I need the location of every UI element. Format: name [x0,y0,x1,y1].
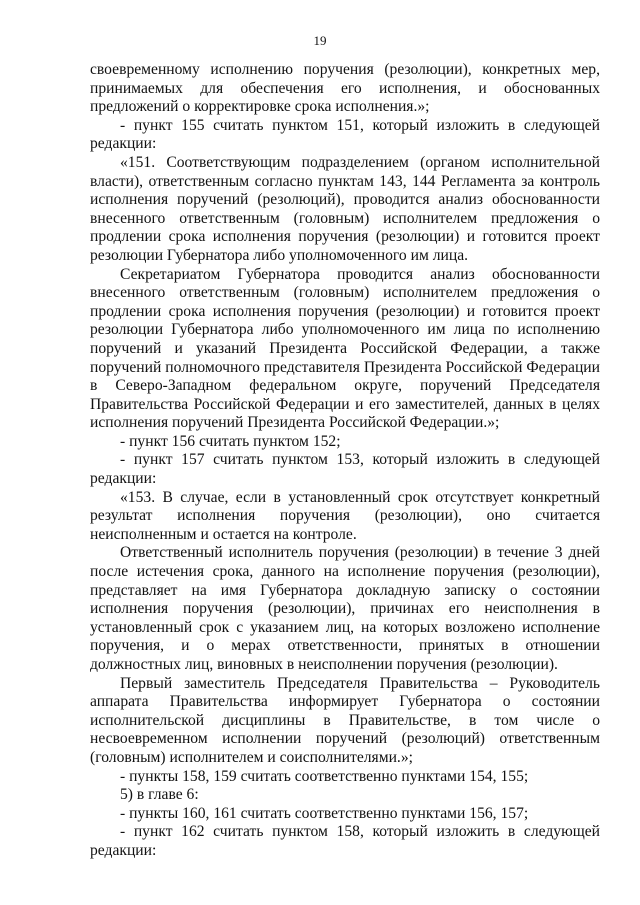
paragraph-item-157: - пункт 157 считать пунктом 153, который изложить в следующей редакции: [90,451,600,488]
paragraph-responsible-executor: Ответственный исполнитель поручения (резолюции) в течение 3 дней после истечения срока, данного на исполнение поручения (резолюции), представляет на имя Губернатора докладную записку о состоянии исполнения поручения (резолюции), причинах его неисполнения в установленный срок с указанием лиц, на которых возложено исполнение поручения, и о мерах ответственности, принятых в отношении должностных лиц, виновных в неисполнении поручения (резолюции). [90,544,600,673]
paragraph-first-deputy: Первый заместитель Председателя Правительства – Руководитель аппарата Правительства информирует Губернатора о состоянии исполнительской дисциплины в Правительстве, в том числе о несвоевременном исполнении поручений (резолюций) ответственным (головным) исполнителем и соисполнителями.»; [90,674,600,766]
paragraph-items-160-161: - пункты 160, 161 считать соответственно пунктами 156, 157; [120,804,529,822]
document-body [90,61,600,861]
paragraph-item-155: - пункт 155 считать пунктом 151, который изложить в следующей редакции: [90,116,600,153]
paragraph-chapter-6: 5) в главе 6: [120,786,199,804]
paragraph-continuation: своевременному исполнению поручения (резолюции), конкретных мер, принимаемых для обеспечения его исполнения, и обоснованных предложений о корректировке срока исполнения.»; [90,61,600,116]
paragraph-quote-151: «151. Соответствующим подразделением (органом исполнительной власти), ответственным согласно пунктам 143, 144 Регламента за контроль исполнения поручений (резолюций), проводится анализ обоснованности внесенного ответственным (головным) исполнителем предложения о продлении срока исполнения поручения (резолюции) и готовится проект резолюции Губернатора либо уполномоченного им лица. [90,153,600,264]
paragraph-item-162: - пункт 162 считать пунктом 158, который изложить в следующей редакции: [90,823,600,859]
paragraph-quote-153: «153. В случае, если в установленный срок отсутствует конкретный результат исполнения поручения (резолюции), оно считается неисполненным и остается на контроле. [90,488,600,543]
paragraph-item-156: - пункт 156 считать пунктом 152; [120,432,341,450]
paragraph-secretariat: Секретариатом Губернатора проводится анализ обоснованности внесенного ответственным (головным) исполнителем предложения о продлении срока исполнения поручения (резолюции) и готовится проект резолюции Губернатора либо уполномоченного им лица по исполнению поручений и указаний Президента Российской Федерации, а также поручений полномочного представителя Президента Российской Федерации в Северо-Западном федеральном округе, поручений Председателя Правительства Российской Федерации и его заместителей, данных в целях исполнения поручений Президента Российской Федерации.»; [90,265,600,432]
paragraph-items-158-159: - пункты 158, 159 считать соответственно пунктами 154, 155; [120,767,529,785]
page-number: 19 [313,33,327,48]
